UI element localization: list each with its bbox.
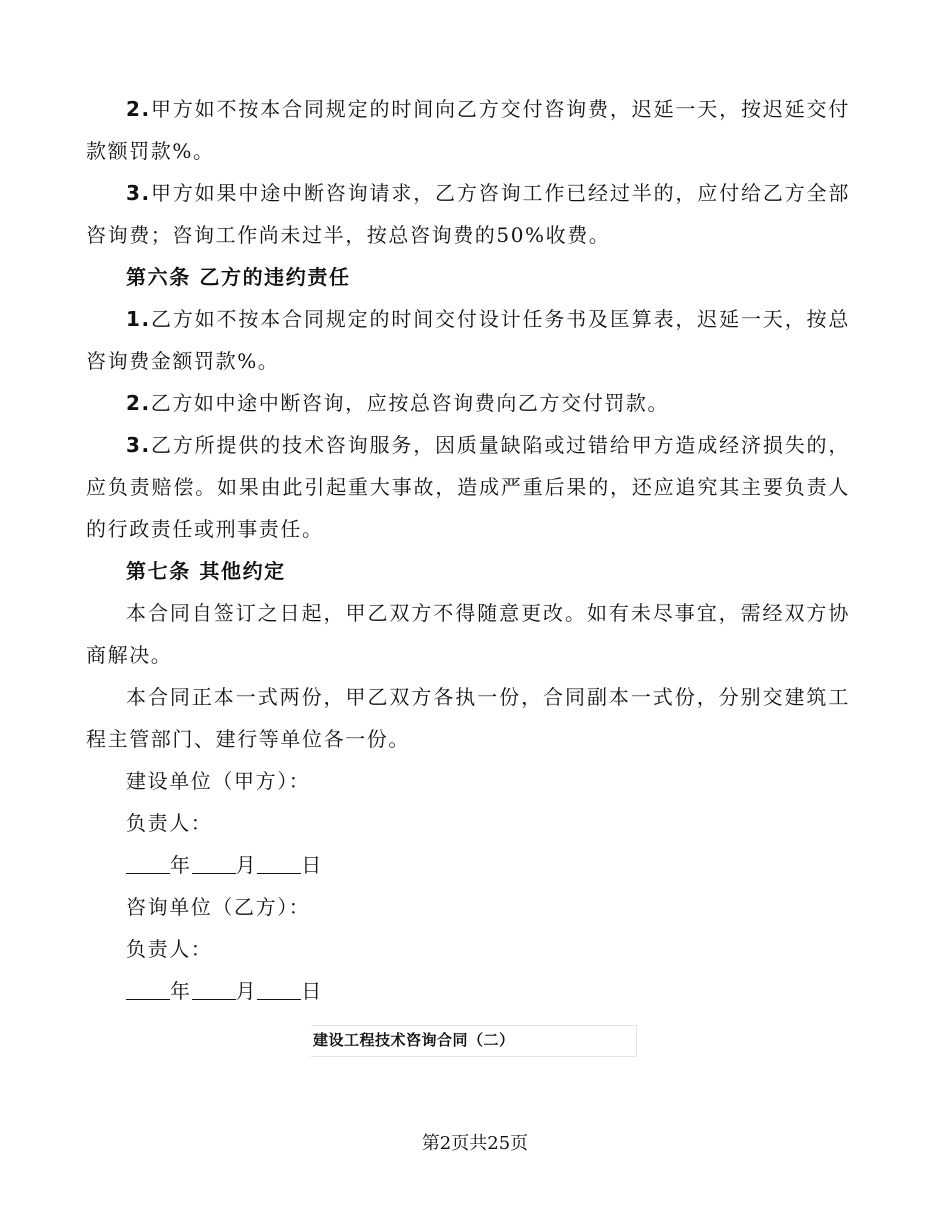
clause-number: 3. (126, 433, 151, 457)
clause-paragraph (86, 88, 850, 172)
document-body (86, 88, 850, 1012)
day-blank (257, 853, 301, 874)
clause-paragraph (86, 424, 850, 550)
party-a-person-label: 负责人： (126, 811, 213, 835)
year-blank (126, 979, 170, 1000)
article-six-heading: 第六条 乙方的违约责任 (126, 265, 351, 289)
clause-text: 乙方如中途中断咨询，应按总咨询费向乙方交付罚款。 (150, 391, 670, 415)
clause-text: 乙方所提供的技术咨询服务，因质量缺陷或过错给甲方造成经济损失的，应负责赔偿。如果由此引起重大事故，造成严重后果的，还应追究其主要负责人的行政责任或刑事责任。 (86, 433, 850, 541)
party-b-date-line (86, 970, 850, 1012)
clause-number: 1. (126, 307, 151, 331)
clause-text: 乙方如不按本合同规定的时间交付设计任务书及匡算表，迟延一天，按总咨询费金额罚款%。 (86, 307, 850, 373)
party-b-person-label: 负责人： (126, 937, 213, 961)
page-number-footer: 第2页共25页 (421, 1133, 529, 1154)
clause-paragraph (86, 172, 850, 256)
month-label: 月 (235, 979, 258, 1003)
clause-number: 2. (126, 97, 151, 121)
clause-paragraph (86, 298, 850, 382)
next-section-title-box (311, 1025, 637, 1057)
month-label: 月 (235, 853, 258, 877)
article-seven-heading: 第七条 其他约定 (126, 559, 286, 583)
party-a-date-line (86, 844, 850, 886)
clause-text: 甲方如果中途中断咨询请求，乙方咨询工作已经过半的，应付给乙方全部咨询费；咨询工作尚未过半，按总咨询费的50%收费。 (86, 181, 850, 247)
month-blank (192, 853, 236, 874)
year-label: 年 (170, 853, 192, 877)
clause-text: 甲方如不按本合同规定的时间向乙方交付咨询费，迟延一天，按迟延交付款额罚款%。 (86, 97, 850, 163)
month-blank (192, 979, 236, 1000)
year-blank (126, 853, 170, 874)
party-a-label: 建设单位（甲方）： (126, 769, 311, 793)
day-label: 日 (301, 979, 323, 1003)
clause-paragraph: 本合同自签订之日起，甲乙双方不得随意更改。如有未尽事宜，需经双方协商解决。 (86, 601, 850, 667)
next-section-title: 建设工程技术咨询合同（二） (313, 1031, 515, 1049)
clause-paragraph (86, 382, 850, 424)
day-blank (257, 979, 301, 1000)
year-label: 年 (170, 979, 192, 1003)
clause-number: 3. (126, 181, 151, 205)
clause-paragraph: 本合同正本一式两份，甲乙双方各执一份，合同副本一式份，分别交建筑工程主管部门、建行等单位各一份。 (86, 685, 850, 751)
clause-number: 2. (126, 391, 151, 415)
party-b-label: 咨询单位（乙方）： (126, 895, 311, 919)
day-label: 日 (301, 853, 323, 877)
